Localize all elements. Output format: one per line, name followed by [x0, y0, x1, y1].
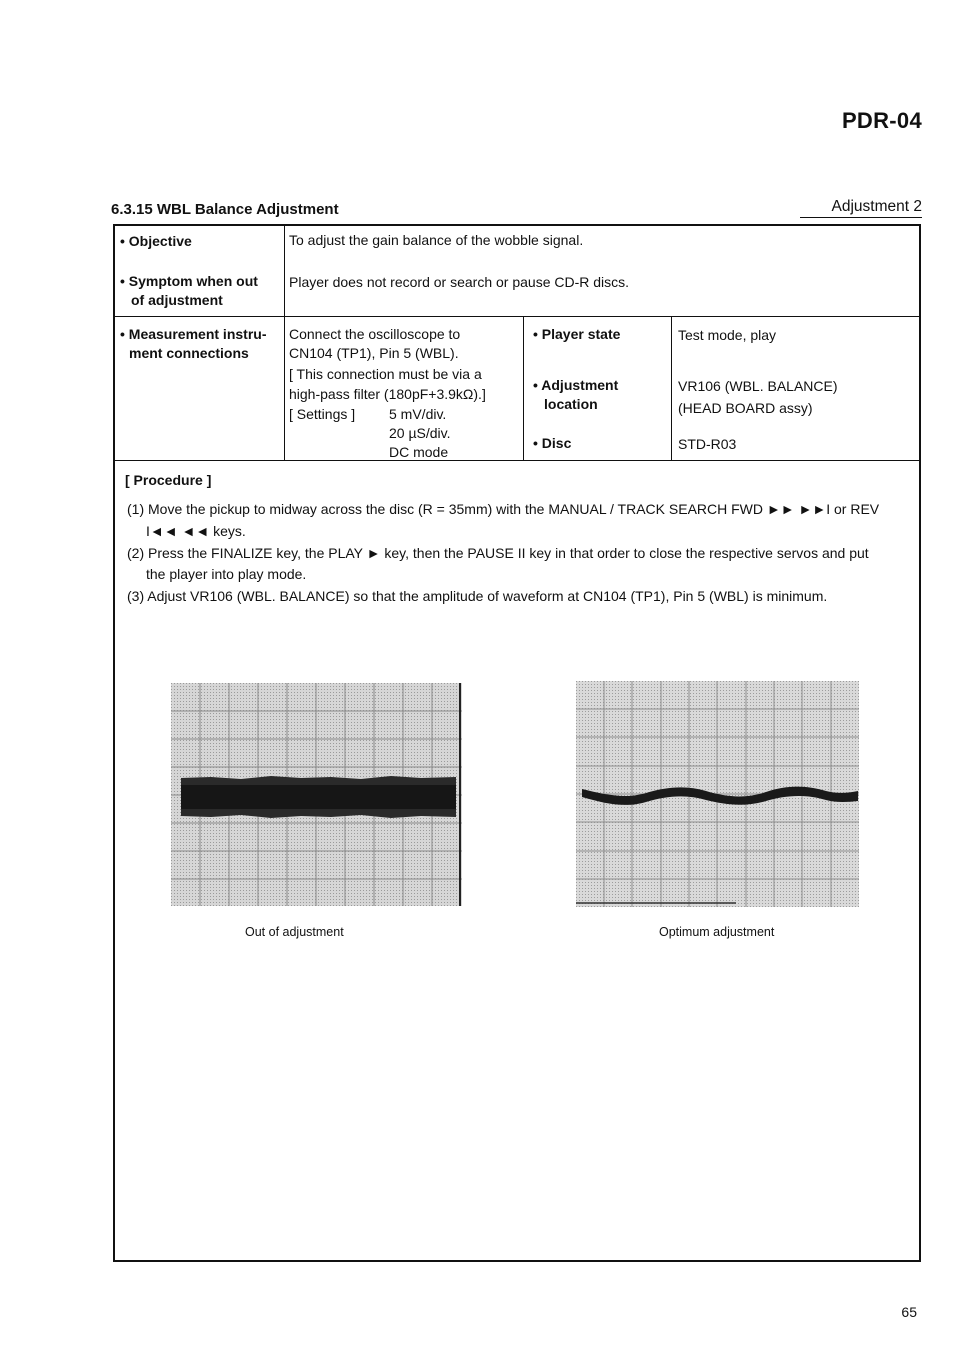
settings-value-volts: 5 mV/div.: [389, 406, 447, 422]
settings-value-time: 20 µS/div.: [389, 425, 451, 441]
measurement-label-line2: ment connections: [129, 345, 249, 361]
adjustment-tag: Adjustment 2: [800, 198, 922, 218]
caption-optimum-adjustment: Optimum adjustment: [659, 925, 775, 939]
settings-label: [ Settings ]: [289, 406, 356, 422]
page-number: 65: [901, 1304, 917, 1320]
measurement-line-3: [ This connection must be via a: [289, 366, 482, 382]
procedure-title: [ Procedure ]: [125, 472, 212, 488]
model-name: PDR-04: [841, 108, 922, 133]
measurement-label-line1: • Measurement instru-: [120, 326, 267, 342]
measurement-line-4: high-pass filter (180pF+3.9kΩ).]: [289, 386, 486, 402]
measurement-line-1: Connect the oscilloscope to: [289, 326, 461, 342]
table-divider-1: [113, 316, 921, 317]
disc-value: STD-R03: [678, 436, 737, 452]
oscilloscope-image-out-of-adjustment: [171, 683, 462, 906]
adjustment-location-label-line2: location: [544, 396, 598, 412]
procedure-step-2-cont: the player into play mode.: [146, 566, 307, 582]
oscilloscope-image-optimum-adjustment: [576, 681, 859, 907]
symptom-text: Player does not record or search or pause CD-R discs.: [289, 274, 630, 290]
procedure-step-1-cont: I◄◄ ◄◄ keys.: [146, 523, 246, 539]
objective-text: To adjust the gain balance of the wobble signal.: [289, 232, 584, 248]
procedure-step-3: (3) Adjust VR106 (WBL. BALANCE) so that the amplitude of waveform at CN104 (TP1), Pin 5 (WBL) is minimum.: [127, 588, 828, 604]
table-divider-2: [113, 460, 921, 461]
player-state-value: Test mode, play: [678, 327, 777, 343]
procedure-step-2: (2) Press the FINALIZE key, the PLAY ► key, then the PAUSE II key in that order to close the respective servos and put: [127, 545, 869, 561]
settings-value-mode: DC mode: [389, 444, 449, 460]
column-divider-1: [284, 225, 285, 461]
measurement-line-2: CN104 (TP1), Pin 5 (WBL).: [289, 345, 459, 361]
caption-out-of-adjustment: Out of adjustment: [245, 925, 344, 939]
column-divider-3: [671, 317, 672, 461]
column-divider-2: [523, 317, 524, 461]
objective-label: • Objective: [120, 233, 192, 249]
procedure-step-1: (1) Move the pickup to midway across the disc (R = 35mm) with the MANUAL / TRACK SEARCH FWD ►► ►►I or REV: [127, 501, 880, 517]
player-state-label: • Player state: [533, 326, 621, 342]
symptom-label-line1: • Symptom when out: [120, 273, 258, 289]
adjustment-location-value-line2: (HEAD BOARD assy): [678, 400, 813, 416]
section-title: 6.3.15 WBL Balance Adjustment: [111, 201, 339, 218]
symptom-label-line2: of adjustment: [131, 292, 223, 308]
disc-label: • Disc: [533, 435, 572, 451]
adjustment-location-label-line1: • Adjustment: [533, 377, 619, 393]
adjustment-location-value-line1: VR106 (WBL. BALANCE): [678, 378, 838, 394]
